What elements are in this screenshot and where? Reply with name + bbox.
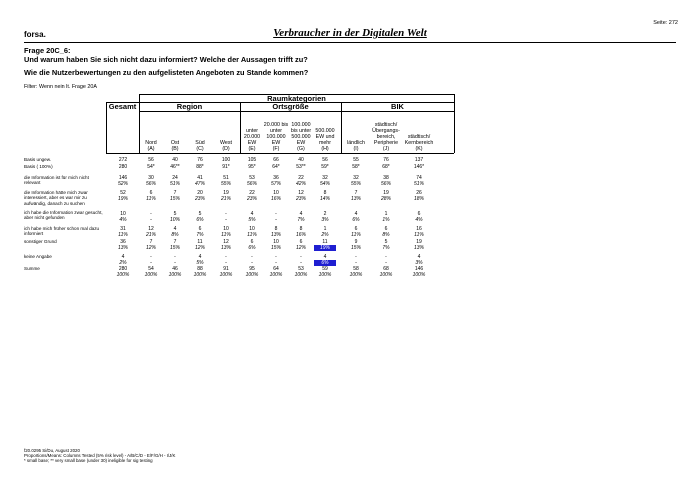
table-cell-count: 32 bbox=[353, 175, 359, 181]
table-cell-percent: 23% bbox=[295, 196, 306, 202]
table-cell-count: - bbox=[355, 254, 357, 260]
table-cell-count: 4 bbox=[250, 211, 254, 217]
table-cell-count: 91* bbox=[222, 164, 230, 170]
table-cell-count: 6 bbox=[149, 190, 153, 196]
table-cell-count: 100 bbox=[221, 157, 231, 163]
column-label: West bbox=[220, 140, 232, 146]
question-subtitle: Wie die Nutzerbewertungen zu den aufgelisteten Angeboten zu Stande kommen? bbox=[24, 68, 309, 77]
column-header bbox=[263, 122, 289, 152]
table-cell-count: 26 bbox=[416, 190, 422, 196]
table-cell-count: 64 bbox=[273, 266, 279, 272]
table-cell-count: 137 bbox=[414, 157, 424, 163]
table-cell-count: 22 bbox=[249, 190, 255, 196]
table-cell-percent: 21% bbox=[145, 232, 156, 238]
table-cell-count: 66 bbox=[273, 157, 279, 163]
footer-line: * small base; ** very small base (under 30) ineligible for sig testing bbox=[24, 458, 153, 463]
table-cell-count: - bbox=[225, 254, 227, 260]
table-cell-percent: 57% bbox=[270, 181, 281, 187]
column-label: städtisch/ Kernbereich bbox=[404, 134, 434, 146]
rule bbox=[106, 153, 454, 154]
table-cell-count: 4 bbox=[299, 211, 303, 217]
table-cell-count: 68 bbox=[383, 266, 389, 272]
table-cell-count: 56 bbox=[322, 157, 328, 163]
table-cell-count: 36 bbox=[120, 239, 126, 245]
table-cell-count: 59* bbox=[321, 164, 329, 170]
table-cell-count: 95* bbox=[248, 164, 256, 170]
table-cell-percent: 55% bbox=[350, 181, 361, 187]
table-cell-count: 36 bbox=[273, 175, 279, 181]
row-label: sonstiger Grund bbox=[24, 239, 57, 244]
row-label: Summe bbox=[24, 266, 40, 271]
table-cell-percent: 100% bbox=[193, 272, 207, 278]
table-cell-count: 91 bbox=[223, 266, 229, 272]
column-letter: (G) bbox=[297, 146, 305, 152]
column-label: Nord bbox=[145, 140, 157, 146]
table-cell-count: 1 bbox=[323, 226, 327, 232]
column-letter: (J) bbox=[382, 146, 390, 152]
rule bbox=[341, 102, 342, 153]
table-cell-percent: 16% bbox=[295, 232, 306, 238]
rule bbox=[106, 102, 107, 153]
table-cell-percent: 42% bbox=[295, 181, 306, 187]
table-cell-percent: 11% bbox=[221, 232, 231, 238]
table-cell-count: 24 bbox=[172, 175, 178, 181]
table-cell-count: 11 bbox=[322, 239, 328, 245]
column-label: städtisch/ Übergangs-bereich, Peripherie bbox=[372, 122, 400, 146]
table-cell-percent: 11% bbox=[146, 196, 156, 202]
table-cell-percent: - bbox=[275, 217, 277, 223]
table-cell-percent: 6% bbox=[196, 217, 204, 223]
table-cell-count: 22 bbox=[298, 175, 304, 181]
table-cell-percent: 100% bbox=[144, 272, 158, 278]
table-cell-count: 53 bbox=[249, 175, 255, 181]
table-cell-count: 6 bbox=[384, 226, 388, 232]
table-cell-count: 10 bbox=[273, 190, 279, 196]
table-cell-count: 7 bbox=[354, 190, 358, 196]
column-letter: (I) bbox=[353, 146, 359, 152]
table-cell-percent: 56% bbox=[145, 181, 156, 187]
table-cell-count: 40 bbox=[298, 157, 304, 163]
table-cell-count: 146 bbox=[414, 266, 424, 272]
table-cell-percent: 56% bbox=[380, 181, 391, 187]
table-cell-percent: 11% bbox=[247, 232, 257, 238]
table-cell-percent: 52% bbox=[117, 181, 128, 187]
table-cell-count: - bbox=[251, 254, 253, 260]
table-cell-percent: 100% bbox=[116, 272, 130, 278]
column-header bbox=[343, 140, 369, 152]
table-cell-percent: 6% bbox=[352, 217, 360, 223]
table-cell-count: 5 bbox=[173, 211, 177, 217]
table-cell-count: 10 bbox=[223, 226, 229, 232]
table-cell-percent: 15% bbox=[350, 245, 361, 251]
table-cell-percent: 13% bbox=[350, 196, 361, 202]
table-cell-count: 10 bbox=[249, 226, 255, 232]
footer-line: f20.0295 Si/Du, August 2020 bbox=[24, 448, 80, 453]
table-cell-percent: - bbox=[150, 260, 152, 266]
table-cell-count: - bbox=[150, 254, 152, 260]
table-cell-percent: - bbox=[225, 217, 227, 223]
row-label: ich habe mich früher schon mal dazu informiert bbox=[24, 226, 100, 237]
table-cell-percent: 8% bbox=[382, 232, 390, 238]
table-cell-count: 54 bbox=[148, 266, 154, 272]
column-header bbox=[162, 140, 188, 152]
table-cell-percent: 7% bbox=[382, 245, 390, 251]
table-cell-percent: 5% bbox=[196, 260, 204, 266]
table-cell-percent: 4% bbox=[119, 217, 127, 223]
table-cell-percent: 11% bbox=[414, 232, 424, 238]
table-cell-count: 272 bbox=[118, 157, 128, 163]
table-cell-count: 10 bbox=[273, 239, 279, 245]
table-cell-count: 1 bbox=[384, 211, 388, 217]
table-cell-count: - bbox=[385, 254, 387, 260]
question-title bbox=[24, 46, 308, 64]
table-cell-percent: 15% bbox=[169, 196, 180, 202]
table-cell-count: 20 bbox=[197, 190, 203, 196]
table-cell-count: - bbox=[225, 211, 227, 217]
page-number: Seite: 272 bbox=[653, 20, 678, 26]
table-cell-count: 38 bbox=[383, 175, 389, 181]
column-letter: (F) bbox=[272, 146, 280, 152]
table-cell-percent: - bbox=[174, 260, 176, 266]
table-cell-percent: 2% bbox=[321, 232, 329, 238]
table-cell-count: 95 bbox=[249, 266, 255, 272]
table-cell-count: 16 bbox=[416, 226, 422, 232]
table-cell-percent: 3% bbox=[321, 217, 329, 223]
report-title: Verbraucher in der Digitalen Welt bbox=[273, 27, 427, 39]
table-cell-percent: 14% bbox=[319, 196, 330, 202]
table-cell-percent: 100% bbox=[245, 272, 259, 278]
table-cell-percent: 10% bbox=[169, 217, 180, 223]
table-cell-percent: 11% bbox=[351, 232, 361, 238]
table-cell-percent: 100% bbox=[269, 272, 283, 278]
table-cell-percent: 12% bbox=[145, 245, 156, 251]
column-letter: (E) bbox=[248, 146, 256, 152]
table-cell-count: 12 bbox=[223, 239, 229, 245]
table-cell-count: 30 bbox=[148, 175, 154, 181]
table-cell-count: 31 bbox=[120, 226, 126, 232]
rule bbox=[454, 94, 455, 153]
table-cell-count: 280 bbox=[118, 164, 128, 170]
table-cell-count: 68* bbox=[382, 164, 390, 170]
table-cell-percent: 13% bbox=[413, 245, 424, 251]
table-cell-percent: - bbox=[385, 260, 387, 266]
table-cell-percent: 5% bbox=[248, 217, 256, 223]
table-cell-count: 4 bbox=[417, 254, 421, 260]
table-cell-count: 7 bbox=[173, 239, 177, 245]
column-letter: (K) bbox=[415, 146, 423, 152]
table-cell-percent: 19% bbox=[314, 245, 336, 251]
table-cell-percent: - bbox=[251, 260, 253, 266]
table-cell-count: 9 bbox=[354, 239, 358, 245]
table-cell-count: 88* bbox=[196, 164, 204, 170]
column-letter: (A) bbox=[147, 146, 155, 152]
table-cell-count: 146* bbox=[413, 164, 425, 170]
table-cell-percent: 100% bbox=[349, 272, 363, 278]
table-cell-count: 5 bbox=[198, 211, 202, 217]
table-cell-count: 53 bbox=[298, 266, 304, 272]
row-label: ich habe die Information zwar gesucht, aber nicht gefunden bbox=[24, 210, 103, 221]
table-cell-count: 52 bbox=[120, 190, 126, 196]
table-cell-percent: 16% bbox=[270, 196, 281, 202]
column-label: 500.000 EW und mehr bbox=[315, 128, 335, 146]
header-region: Region bbox=[176, 102, 203, 111]
table-cell-count: - bbox=[275, 254, 277, 260]
question-code: Frage 20C_6: bbox=[24, 46, 71, 55]
table-cell-percent: 7% bbox=[297, 217, 305, 223]
table-cell-count: 76 bbox=[383, 157, 389, 163]
column-letter: (C) bbox=[196, 146, 204, 152]
table-cell-percent: 6% bbox=[248, 245, 256, 251]
header-raumkategorien: Raumkategorien bbox=[267, 94, 326, 103]
table-cell-percent: 51% bbox=[169, 181, 180, 187]
column-label: unter 20.000 EW bbox=[243, 128, 261, 146]
table-cell-percent: 15% bbox=[169, 245, 180, 251]
table-cell-count: - bbox=[300, 254, 302, 260]
table-cell-percent: 19% bbox=[117, 196, 128, 202]
table-cell-count: 8 bbox=[299, 226, 303, 232]
table-cell-percent: 12% bbox=[295, 245, 306, 251]
column-header bbox=[288, 122, 314, 152]
table-cell-count: - bbox=[275, 211, 277, 217]
table-cell-count: 53** bbox=[296, 164, 306, 170]
table-cell-count: 74 bbox=[416, 175, 422, 181]
column-header bbox=[187, 140, 213, 152]
table-cell-count: 7 bbox=[173, 190, 177, 196]
table-cell-percent: 21% bbox=[220, 196, 231, 202]
table-cell-percent: 2% bbox=[119, 260, 127, 266]
row-label: Basis ( 100%) bbox=[24, 164, 53, 169]
column-label: Ost bbox=[170, 140, 180, 146]
table-cell-count: 6 bbox=[299, 239, 303, 245]
table-cell-percent: 100% bbox=[219, 272, 233, 278]
column-header bbox=[403, 134, 435, 152]
table-cell-count: 6 bbox=[250, 239, 254, 245]
row-label: die Information ist für mich nicht relevant bbox=[24, 175, 89, 186]
table-cell-percent: - bbox=[150, 217, 152, 223]
table-cell-count: 19 bbox=[416, 239, 422, 245]
table-cell-percent: 13% bbox=[117, 245, 128, 251]
column-header bbox=[239, 128, 265, 152]
table-cell-percent: 100% bbox=[379, 272, 393, 278]
header-bik: BIK bbox=[391, 102, 404, 111]
table-cell-count: 88 bbox=[197, 266, 203, 272]
table-cell-percent: 3% bbox=[415, 260, 423, 266]
table-cell-count: 40 bbox=[172, 157, 178, 163]
table-cell-percent: 6% bbox=[314, 260, 336, 266]
table-cell-count: 280 bbox=[118, 266, 128, 272]
table-cell-percent: 100% bbox=[168, 272, 182, 278]
table-cell-count: 64* bbox=[272, 164, 280, 170]
table-cell-percent: - bbox=[275, 260, 277, 266]
table-cell-count: 6 bbox=[354, 226, 358, 232]
row-label: keine Angabe bbox=[24, 254, 52, 259]
column-letter: (H) bbox=[321, 146, 329, 152]
column-header bbox=[213, 140, 239, 152]
table-cell-percent: 100% bbox=[318, 272, 332, 278]
table-cell-count: 56 bbox=[148, 157, 154, 163]
filter-note: Filter: Wenn nein lt. Frage 20A bbox=[24, 84, 98, 90]
column-header bbox=[312, 128, 338, 152]
table-cell-count: - bbox=[174, 254, 176, 260]
table-cell-count: 6 bbox=[198, 226, 202, 232]
table-cell-percent: 18% bbox=[413, 196, 424, 202]
table-cell-percent: 54% bbox=[319, 181, 330, 187]
table-cell-count: 46 bbox=[172, 266, 178, 272]
table-cell-percent: 51% bbox=[413, 181, 424, 187]
table-cell-count: 19 bbox=[223, 190, 229, 196]
table-cell-count: 46** bbox=[170, 164, 180, 170]
table-cell-percent: 100% bbox=[412, 272, 426, 278]
header-gesamt: Gesamt bbox=[108, 102, 137, 111]
row-label: die Information hätte mich zwar interessiert, aber es war mir zu aufwändig, danach zu suchen bbox=[24, 190, 88, 206]
column-label: 100.000 bis unter 500.000 EW bbox=[290, 122, 312, 146]
table-cell-count: 51 bbox=[223, 175, 229, 181]
table-cell-count: 8 bbox=[274, 226, 278, 232]
table-cell-count: 11 bbox=[197, 239, 203, 245]
table-cell-percent: 7% bbox=[196, 232, 204, 238]
brand-logo: forsa. bbox=[24, 30, 46, 39]
table-cell-count: 12 bbox=[148, 226, 154, 232]
table-cell-count: 8 bbox=[323, 190, 327, 196]
table-cell-percent: 47% bbox=[194, 181, 205, 187]
footer-line: Proportions/Means: Columns Tested (5% risk level) - A/B/C/D - E/F/G/H - I/J/K bbox=[24, 453, 176, 458]
table-cell-count: 41 bbox=[197, 175, 203, 181]
table-cell-count: 32 bbox=[322, 175, 328, 181]
table-cell-count: 10 bbox=[120, 211, 126, 217]
table-cell-count: 4 bbox=[173, 226, 177, 232]
row-label: Basis ungew. bbox=[24, 157, 52, 162]
table-cell-percent: 12% bbox=[194, 245, 205, 251]
table-cell-count: 4 bbox=[323, 254, 327, 260]
table-cell-count: 7 bbox=[149, 239, 153, 245]
table-cell-count: 2 bbox=[323, 211, 327, 217]
table-cell-percent: 23% bbox=[194, 196, 205, 202]
table-cell-count: 58 bbox=[353, 266, 359, 272]
table-cell-count: 5 bbox=[384, 239, 388, 245]
table-cell-percent: 8% bbox=[171, 232, 179, 238]
column-header bbox=[372, 122, 400, 152]
table-cell-percent: - bbox=[225, 260, 227, 266]
rule bbox=[139, 111, 454, 112]
table-cell-percent: 15% bbox=[270, 245, 281, 251]
table-cell-percent: 13% bbox=[270, 232, 281, 238]
table-cell-percent: 28% bbox=[380, 196, 391, 202]
column-label: Süd bbox=[195, 140, 205, 146]
table-cell-percent: - bbox=[300, 260, 302, 266]
table-cell-percent: 1% bbox=[382, 217, 390, 223]
table-cell-count: 12 bbox=[298, 190, 304, 196]
table-cell-percent: - bbox=[355, 260, 357, 266]
question-text: Und warum haben Sie sich nicht dazu informiert? Welche der Aussagen trifft zu? bbox=[24, 55, 308, 64]
column-label: ländlich bbox=[347, 140, 365, 146]
table-cell-percent: 13% bbox=[220, 245, 231, 251]
table-cell-count: - bbox=[150, 211, 152, 217]
table-cell-count: 76 bbox=[197, 157, 203, 163]
header-divider bbox=[24, 42, 676, 43]
table-cell-count: 4 bbox=[121, 254, 125, 260]
table-cell-count: 6 bbox=[417, 211, 421, 217]
table-cell-percent: 100% bbox=[294, 272, 308, 278]
column-header bbox=[138, 140, 164, 152]
header-ortsgroesse: Ortsgröße bbox=[272, 102, 309, 111]
table-cell-count: 4 bbox=[354, 211, 358, 217]
column-letter: (D) bbox=[222, 146, 230, 152]
table-cell-percent: 56% bbox=[246, 181, 257, 187]
table-cell-count: 105 bbox=[247, 157, 257, 163]
table-cell-percent: 23% bbox=[246, 196, 257, 202]
table-cell-count: 19 bbox=[383, 190, 389, 196]
table-cell-count: 4 bbox=[198, 254, 202, 260]
table-cell-count: 55 bbox=[353, 157, 359, 163]
column-label: 20.000 bis unter 100.000 EW bbox=[263, 122, 289, 146]
table-cell-percent: 11% bbox=[118, 232, 128, 238]
table-cell-percent: 55% bbox=[220, 181, 231, 187]
table-cell-percent: 4% bbox=[415, 217, 423, 223]
column-letter: (B) bbox=[171, 146, 179, 152]
table-cell-count: 59 bbox=[322, 266, 328, 272]
table-cell-count: 58* bbox=[352, 164, 360, 170]
table-cell-count: 146 bbox=[118, 175, 128, 181]
table-cell-count: 54* bbox=[147, 164, 155, 170]
